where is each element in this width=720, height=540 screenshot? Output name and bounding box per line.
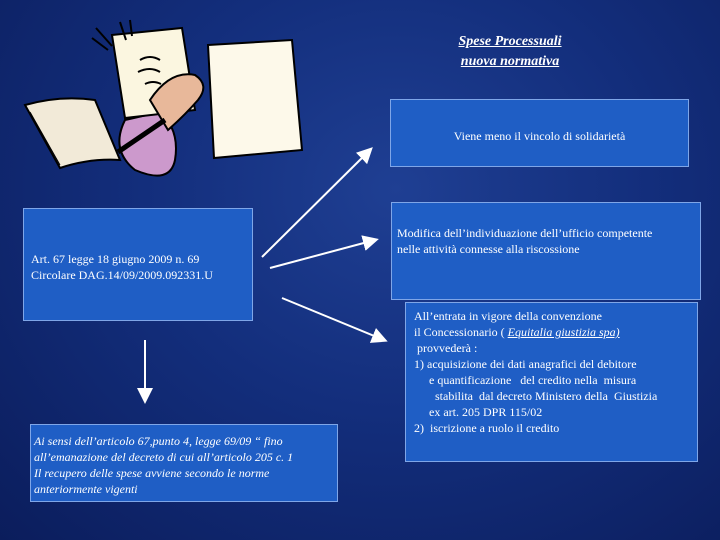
conc-line-6: stabilita dal decreto Ministero della Giustizia (414, 389, 658, 403)
conc-line-7: ex art. 205 DPR 115/02 (414, 405, 543, 419)
rule-line-1: Ai sensi dell’articolo 67,punto 4, legge 69/09 “ fino (34, 434, 283, 448)
arrow-to-office-change (270, 240, 375, 268)
conc-line-2-prefix: il Concessionario ( (414, 325, 508, 339)
conc-line-1: All’entrata in vigore della convenzione (414, 309, 602, 323)
conc-line-4: 1) acquisizione dei dati anagrafici del debitore (414, 357, 637, 371)
box-solidarity-text: Viene meno il vincolo di solidarietà (453, 129, 626, 143)
office-line-2: nelle attività connesse alla riscossione (397, 242, 580, 256)
office-line-1: Modifica dell’individuazione dell’ufficio competente (397, 226, 653, 240)
conc-line-8: 2) iscrizione a ruolo il credito (414, 421, 560, 435)
rule-line-3: Il recupero delle spese avviene secondo le norme (34, 466, 270, 480)
law-line-2: Circolare DAG.14/09/2009.092331.U (31, 268, 213, 282)
arrow-to-solidarity (262, 150, 370, 257)
title-line-2: nuova normativa (460, 54, 560, 69)
law-line-1: Art. 67 legge 18 giugno 2009 n. 69 (31, 252, 200, 266)
rule-line-2: all’emanazione del decreto di cui all’articolo 205 c. 1 (34, 450, 294, 464)
arrow-to-concessionario (282, 298, 384, 340)
conc-line-3: provvederà : (414, 341, 478, 355)
rule-line-4: anteriormente vigenti (34, 482, 138, 496)
conc-line-2-italic: Equitalia giustizia spa) (507, 325, 620, 339)
conc-line-5: e quantificazione del credito nella misura (414, 373, 637, 387)
title-line-1: Spese Processuali (458, 34, 562, 49)
